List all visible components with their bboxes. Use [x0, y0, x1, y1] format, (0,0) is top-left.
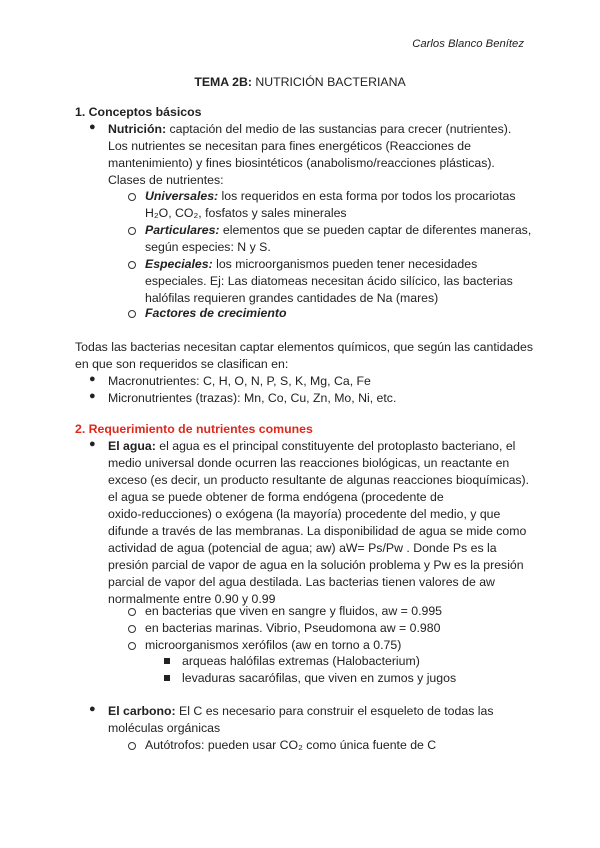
circle-bullet — [128, 261, 136, 269]
especiales-term: Especiales: — [145, 257, 213, 271]
circle-bullet — [128, 193, 136, 201]
especiales-line-2: especiales. Ej: Las diatomeas necesitan ácido silícico, las bacterias — [145, 274, 513, 288]
nutricion-line-1 — [108, 121, 511, 138]
title-rest: NUTRICIÓN BACTERIANA — [251, 75, 406, 89]
section-1-heading: 1. Conceptos básicos — [75, 105, 202, 119]
paragraph-line-1: Todas las bacterias necesitan captar elementos químicos, que según las cantidades — [75, 340, 533, 354]
factores-term: Factores de crecimiento — [145, 306, 287, 320]
bullet-dot: ● — [89, 121, 96, 133]
particulares-line-1 — [145, 222, 531, 239]
aw-sangre-item: en bacterias que viven en sangre y fluidos, aw = 0.995 — [145, 604, 443, 618]
micronutrientes-item: Micronutrientes (trazas): Mn, Co, Cu, Zn, Mo, Ni, etc. — [108, 391, 397, 405]
circle-bullet — [128, 608, 136, 616]
agua-text: el agua es el principal constituyente del protoplasto bacteriano, el — [155, 439, 516, 453]
agua-line-3: exceso (es decir, un producto resultante de algunas reacciones bioquímicas). — [108, 473, 530, 487]
section-2-heading: 2. Requerimiento de nutrientes comunes — [75, 422, 313, 436]
author-name: Carlos Blanco Benítez — [412, 38, 524, 50]
bullet-dot: ● — [89, 373, 96, 385]
nutricion-line-4: Clases de nutrientes: — [108, 173, 224, 187]
circle-bullet — [128, 310, 136, 318]
agua-line-8: presión parcial de vapor de agua en la solución problema y Pw es la presión — [108, 558, 524, 572]
page-title — [0, 74, 600, 91]
aw-xerofilos-item: microorganismos xerófilos (aw en torno a 0.75) — [145, 638, 402, 652]
particulares-line-2: según especies: N y S. — [145, 240, 271, 254]
title-prefix: TEMA 2B: — [194, 75, 252, 89]
especiales-line-1 — [145, 256, 477, 273]
agua-line-10: normalmente entre 0.90 y 0.99 — [108, 592, 276, 606]
agua-line-2: medio universal donde ocurren las reacciones biológicas, un reactante en — [108, 456, 510, 470]
levaduras-item: levaduras sacarófilas, que viven en zumos y jugos — [182, 671, 457, 685]
universales-line-1 — [145, 188, 515, 205]
particulares-text: elementos que se pueden captar de diferentes maneras, — [219, 223, 532, 237]
particulares-term: Particulares: — [145, 223, 220, 237]
especiales-line-3: halófilas requieren grandes cantidades de Na (mares) — [145, 291, 439, 305]
circle-bullet — [128, 742, 136, 750]
square-bullet — [164, 658, 170, 664]
paragraph-line-2: en que son requeridos se clasifican en: — [75, 357, 289, 371]
agua-line-9: parcial de vapor del agua destilada. Las bacterias tienen valores de aw — [108, 575, 495, 589]
circle-bullet — [128, 227, 136, 235]
agua-line-7: actividad de agua (potencial de agua; aw) aW= Ps/Pw . Donde Ps es la — [108, 541, 497, 555]
nutricion-line-3: mantenimiento) y fines biosintéticos (anabolismo/reacciones plásticas). — [108, 156, 495, 170]
universales-term: Universales: — [145, 189, 219, 203]
universales-line-2: H₂O, CO₂, fosfatos y sales minerales — [145, 206, 347, 220]
square-bullet — [164, 675, 170, 681]
bullet-dot: ● — [89, 390, 96, 402]
factores-line — [145, 305, 286, 322]
agua-line-5: oxido-reducciones) o exógena (la mayoría) procedente del medio, y que — [108, 507, 501, 521]
agua-line-6: difunde a través de las membranas. La disponibilidad de agua se mide como — [108, 524, 527, 538]
macronutrientes-item: Macronutrientes: C, H, O, N, P, S, K, Mg, Ca, Fe — [108, 374, 371, 388]
carbono-line-1 — [108, 703, 494, 720]
bullet-dot: ● — [89, 703, 96, 715]
especiales-text: los microorganismos pueden tener necesidades — [212, 257, 478, 271]
agua-term: El agua: — [108, 439, 156, 453]
autotrofos-item: Autótrofos: pueden usar CO₂ como única fuente de C — [145, 738, 437, 752]
agua-line-1 — [108, 438, 515, 455]
bullet-dot: ● — [89, 438, 96, 450]
nutricion-term: Nutrición: — [108, 122, 167, 136]
agua-line-4: el agua se puede obtener de forma endógena (procedente de — [108, 490, 444, 504]
nutricion-text: captación del medio de las sustancias para crecer (nutrientes). — [166, 122, 512, 136]
circle-bullet — [128, 642, 136, 650]
arqueas-item: arqueas halófilas extremas (Halobacterium) — [182, 654, 420, 668]
universales-text: los requeridos en esta forma por todos los procariotas — [218, 189, 516, 203]
circle-bullet — [128, 625, 136, 633]
carbono-text: El C es necesario para construir el esqueleto de todas las — [175, 704, 494, 718]
carbono-term: El carbono: — [108, 704, 176, 718]
aw-marinas-item: en bacterias marinas. Vibrio, Pseudomona aw = 0.980 — [145, 621, 441, 635]
nutricion-line-2: Los nutrientes se necesitan para fines energéticos (Reacciones de — [108, 139, 471, 153]
carbono-line-2: moléculas orgánicas — [108, 721, 221, 735]
